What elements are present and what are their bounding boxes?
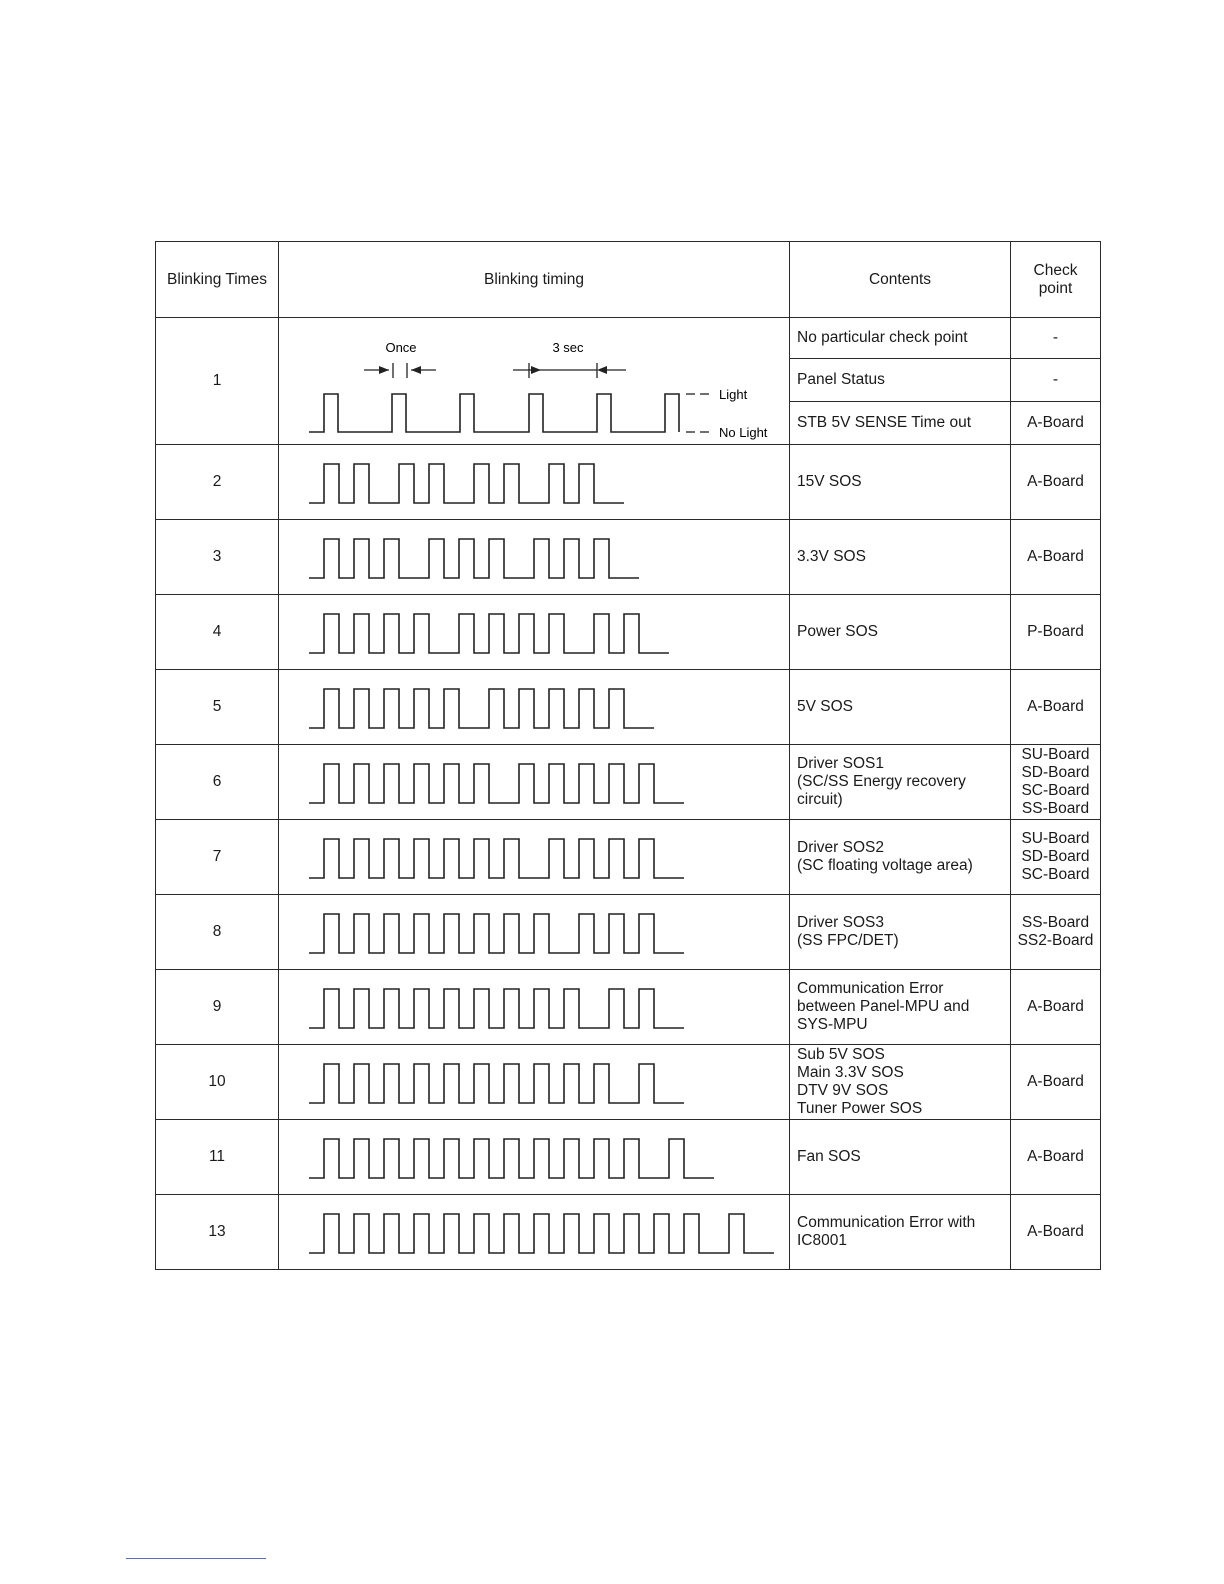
footnote-rule xyxy=(126,1558,266,1559)
waveform-row-3-trace xyxy=(309,539,639,578)
contents-cell: Driver SOS3 (SS FPC/DET) xyxy=(790,895,1011,970)
light-label: Light xyxy=(719,387,748,402)
waveform-row-9 xyxy=(279,970,789,1044)
check-point-cell: A-Board xyxy=(1011,1120,1101,1195)
table-row xyxy=(156,595,1101,670)
waveform-row-13 xyxy=(279,1195,789,1269)
once-label: Once xyxy=(385,340,417,355)
waveform-row-6-trace xyxy=(309,764,684,803)
blink-count: 8 xyxy=(156,895,279,970)
contents-cell: Communication Error between Panel-MPU and SYS-MPU xyxy=(790,970,1011,1045)
header-blinking-times: Blinking Times xyxy=(156,242,279,318)
waveform-row-2-trace xyxy=(309,464,624,503)
contents-cell: 3.3V SOS xyxy=(790,520,1011,595)
check-point-cell: SU-Board SD-Board SC-Board SS-Board xyxy=(1011,745,1101,820)
check-point-cell: SS-Board SS2-Board xyxy=(1011,895,1101,970)
period-arrowhead-left xyxy=(531,366,541,374)
blink-count: 4 xyxy=(156,595,279,670)
waveform-row-8 xyxy=(279,895,789,969)
waveform-row-1-trace xyxy=(309,394,679,432)
blink-timing-cell xyxy=(279,445,790,520)
contents-cell: Fan SOS xyxy=(790,1120,1011,1195)
table-row xyxy=(156,1195,1101,1270)
blink-timing-cell xyxy=(279,520,790,595)
waveform-row-9-trace xyxy=(309,989,684,1028)
contents-cell: Sub 5V SOS Main 3.3V SOS DTV 9V SOS Tuner Power SOS xyxy=(790,1045,1011,1120)
check-point-cell: A-Board xyxy=(1011,970,1101,1045)
check-point-cell: A-Board xyxy=(1011,402,1101,445)
blink-count: 10 xyxy=(156,1045,279,1120)
table-header-row xyxy=(156,242,1101,318)
contents-cell: No particular check point xyxy=(790,318,1011,359)
blink-timing-cell xyxy=(279,820,790,895)
waveform-row-1 xyxy=(279,318,789,444)
contents-cell: STB 5V SENSE Time out xyxy=(790,402,1011,445)
check-point-cell: - xyxy=(1011,318,1101,359)
check-point-cell: A-Board xyxy=(1011,520,1101,595)
blink-timing-cell xyxy=(279,1120,790,1195)
check-point-cell: A-Board xyxy=(1011,670,1101,745)
header-contents: Contents xyxy=(790,242,1011,318)
check-point-cell: A-Board xyxy=(1011,1045,1101,1120)
waveform-row-5 xyxy=(279,670,789,744)
contents-cell: Panel Status xyxy=(790,359,1011,402)
once-arrowhead-right xyxy=(411,366,421,374)
blink-count: 1 xyxy=(156,318,279,445)
blink-timing-cell xyxy=(279,970,790,1045)
check-point-cell: A-Board xyxy=(1011,445,1101,520)
nolight-label: No Light xyxy=(719,425,768,440)
blink-count: 13 xyxy=(156,1195,279,1270)
blink-timing-cell xyxy=(279,895,790,970)
blinking-table xyxy=(155,241,1101,1270)
blink-count: 9 xyxy=(156,970,279,1045)
waveform-row-2 xyxy=(279,445,789,519)
check-point-cell: - xyxy=(1011,359,1101,402)
waveform-row-3 xyxy=(279,520,789,594)
blink-timing-cell xyxy=(279,1195,790,1270)
period-label: 3 sec xyxy=(552,340,584,355)
waveform-row-10 xyxy=(279,1045,789,1119)
contents-cell: 5V SOS xyxy=(790,670,1011,745)
contents-cell: Driver SOS2 (SC floating voltage area) xyxy=(790,820,1011,895)
blink-timing-cell xyxy=(279,670,790,745)
waveform-row-5-trace xyxy=(309,689,654,728)
blink-timing-cell xyxy=(279,1045,790,1120)
waveform-row-8-trace xyxy=(309,914,684,953)
once-arrowhead-left xyxy=(379,366,389,374)
blink-count: 5 xyxy=(156,670,279,745)
table-row xyxy=(156,745,1101,820)
table-row xyxy=(156,820,1101,895)
contents-cell: 15V SOS xyxy=(790,445,1011,520)
blink-timing-cell xyxy=(279,745,790,820)
waveform-row-4-trace xyxy=(309,614,669,653)
header-check-point: Check point xyxy=(1011,242,1101,318)
period-arrowhead-right xyxy=(597,366,607,374)
blink-count: 3 xyxy=(156,520,279,595)
waveform-row-13-trace xyxy=(309,1214,774,1253)
table-row xyxy=(156,1120,1101,1195)
blink-count: 2 xyxy=(156,445,279,520)
table-row xyxy=(156,318,1101,359)
waveform-row-11 xyxy=(279,1120,789,1194)
contents-cell: Power SOS xyxy=(790,595,1011,670)
blink-count: 6 xyxy=(156,745,279,820)
check-point-cell: A-Board xyxy=(1011,1195,1101,1270)
table-row xyxy=(156,520,1101,595)
waveform-row-10-trace xyxy=(309,1064,684,1103)
blink-count: 11 xyxy=(156,1120,279,1195)
waveform-row-7-trace xyxy=(309,839,684,878)
table-row xyxy=(156,895,1101,970)
table-row xyxy=(156,970,1101,1045)
header-blinking-timing: Blinking timing xyxy=(279,242,790,318)
blink-count: 7 xyxy=(156,820,279,895)
table-row xyxy=(156,445,1101,520)
check-point-cell: SU-Board SD-Board SC-Board xyxy=(1011,820,1101,895)
blink-timing-cell xyxy=(279,318,790,445)
table-row xyxy=(156,670,1101,745)
blink-timing-cell xyxy=(279,595,790,670)
waveform-row-6 xyxy=(279,745,789,819)
waveform-row-11-trace xyxy=(309,1139,714,1178)
waveform-row-7 xyxy=(279,820,789,894)
contents-cell: Driver SOS1 (SC/SS Energy recovery circuit) xyxy=(790,745,1011,820)
table-row xyxy=(156,1045,1101,1120)
waveform-row-4 xyxy=(279,595,789,669)
check-point-cell: P-Board xyxy=(1011,595,1101,670)
contents-cell: Communication Error with IC8001 xyxy=(790,1195,1011,1270)
